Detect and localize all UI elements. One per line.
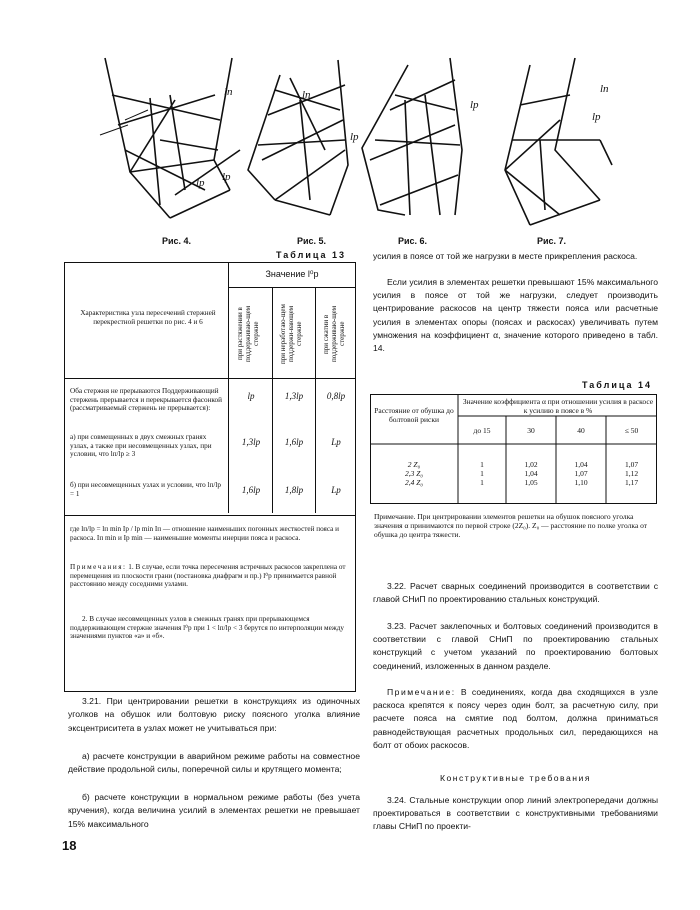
figure-4-caption: Рис. 4.: [162, 236, 192, 246]
fig4-label-lp: lр: [196, 177, 205, 189]
table-14-row-label: 2,3 Z₀: [404, 469, 424, 478]
table-13-value-header: Значение l⁰р: [265, 269, 319, 279]
table-14-group-header: Значение коэффициента α при отношении усилия в раскосе к усилию в поясе в %: [462, 397, 654, 415]
table-13-cell: 1,6lр: [241, 485, 261, 495]
fig5-label-lp: lр: [350, 131, 359, 143]
table-14-cell: 1: [480, 469, 484, 478]
paragraph-3-23: 3.23. Расчет заклепочных и болтовых соединений производится в соответствии с главой СНиП по проектированию стальных конструкций с учетом указаний по проектированию болтовых соединений, изложенных в данном разделе.: [373, 621, 658, 671]
paragraph-3-24: 3.24. Стальные конструкции опор линий электропередачи должны проектироваться в соответствии с конструктивными требованиями главы СНиП по проекти-: [373, 795, 658, 832]
table-14-row-label: 2 Z₀: [407, 460, 421, 469]
table-14-col1-header: Расстояние от обушка до болтовой риски: [374, 406, 454, 424]
figure-7-caption: Рис. 7.: [537, 236, 567, 246]
table-13-subheader-3: при сжатии в поддерживаю-щем стержне: [322, 305, 346, 363]
table-13-cell: Lр: [331, 437, 341, 447]
table-14-cell: 1,12: [624, 469, 639, 478]
figure-5-drawing: [248, 60, 348, 215]
table-14: [370, 394, 657, 554]
table-13-note-2: 2. В случае несовмещенных узлов в смежных гранях при прерывающемся поддерживающем стержне значения l⁰р при 1 < lп/lр < 3 берутся по интерполяции между значениями пунктов «а» и «б».: [70, 615, 344, 640]
paragraph-15-percent: Если усилия в элементах решетки превышают 15% максимального усилия в поясе от той же нагрузки, следует производить центрирование раскосов на центр тяжести пояса или расчетные усилия в элементах опоры (поясах и раскосах) увеличивать путем умножения на коэффициент α, значение которого приведено в табл. 14.: [373, 277, 658, 354]
table-14-title: Таблица 14: [582, 380, 653, 390]
paragraph-3-21-b: б) расчете конструкции в нормальном режиме работы (без учета кручения), когда величина усилий в элементах решетки не превышает 15% максимального: [68, 792, 360, 829]
table-14-cell: 1,07: [624, 460, 639, 469]
table-13-subheader-2: при неработаю-щем поддержи-вающем стержне: [279, 304, 303, 364]
paragraph-continued: усилия в поясе от той же нагрузки в месте прикрепления раскоса.: [373, 251, 638, 261]
note-block: [373, 686, 658, 752]
paragraph-3-22: 3.22. Расчет сварных соединений производится в соответствии с главой СНиП по проектированию стальных конструкций.: [373, 581, 658, 605]
note-text: В соединениях, когда два сходящихся в узле раскоса крепятся к поясу через один болт, за расчетную силу, при расчете пояса на смятие под болтом, должна приниматься равнодействующая расчетных продольных сил, передающихся на болт от обоих раскосов.: [373, 687, 659, 750]
table-14-cell: 1,10: [574, 478, 588, 487]
table-13-subheader-1: при растяжении в поддерживаю-щем стержне: [236, 305, 260, 363]
fig6-label-lp: lр: [470, 99, 479, 111]
table-13-title: Таблица 13: [276, 250, 347, 260]
table-14-column-header: ≤ 50: [624, 426, 639, 435]
table-14-cell: 1,02: [524, 460, 538, 469]
table-13-notes: [70, 563, 350, 589]
table-13-cell: 1,8lр: [284, 485, 304, 495]
fig4-label-lp2: lр: [222, 171, 231, 183]
table-13-row-b: б) при несовмещенных узлах и условии, что lп/lр = 1: [70, 481, 221, 498]
table-13-cell: 1,6lр: [284, 437, 304, 447]
table-13-row-a: а) при совмещенных в двух смежных гранях узлах, а также при несовмещенных узлах, при условии, что lп/lр ≥ 3: [70, 433, 212, 458]
fig4-label-ln: lп: [224, 86, 233, 98]
figure-5-caption: Рис. 5.: [297, 236, 327, 246]
table-13-row-intro: Оба стержня не прерываются Поддерживающий стержень прерывается и перекрывается фасонкой (рассматриваемый стержень не прерывается):: [70, 387, 222, 412]
table-13-notes-title: Примечания:: [70, 563, 127, 571]
table-14-column-header: до 15: [473, 426, 491, 435]
figure-6-caption: Рис. 6.: [398, 236, 428, 246]
section-heading: Конструктивные требования: [439, 773, 592, 783]
table-14-row-label: 2,4 Z₀: [404, 478, 424, 487]
table-13-cell: 1,3lр: [241, 437, 261, 447]
table-13-where: где lп/lр = lп min Iр / lр min Iп — отношение наименьших погонных жесткостей пояса и раскоса. Iп min и Iр min — наименьшие моменты инерции пояса и раскоса.: [70, 525, 339, 542]
note-label: Примечание:: [387, 687, 456, 697]
table-13-cell: 1,3lр: [284, 391, 304, 401]
table-14-cell: 1,07: [574, 469, 588, 478]
table-14-cell: 1,05: [524, 478, 538, 487]
fig7-label-lp: lр: [592, 111, 601, 123]
paragraph-3-21-a: а) расчете конструкции в аварийном режиме работы на совместное действие продольной силы, поперечной силы и крутящего момента;: [68, 751, 360, 775]
table-14-column-header: 30: [527, 426, 535, 435]
table-14-cell: 1: [480, 460, 484, 469]
paragraph-3-21: 3.21. При центрировании решетки в конструкциях из одиночных уголков на обушок или болтовую риску поясного уголка влияние эксцентриситета в узлах может не учитываться при:: [68, 696, 360, 733]
table-13: [64, 262, 356, 692]
table-13-note-1: 1. В случае, если точка пересечения встречных раскосов закреплена от перемещения из плоскости грани (постановка диафрагм и пр.) l⁰р принимается равной расстоянию между соседними узлами.: [70, 563, 346, 588]
table-14-cell: 1,04: [574, 460, 588, 469]
table-14-cell: 1,04: [524, 469, 538, 478]
fig7-label-ln: lп: [600, 83, 609, 95]
table-14-cell: 1: [480, 478, 484, 487]
table-13-cell: lр: [247, 391, 255, 401]
table-13-cell: Lр: [331, 485, 341, 495]
table-13-cell: 0,8lр: [326, 391, 346, 401]
table-13-col1-header: Характеристика узла пересечений стержней перекрестной решетки по рис. 4 и 6: [80, 309, 216, 326]
table-14-note: Примечание. При центрировании элементов решетки на обушок поясного уголка значения α принимаются по первой строке (2Z₀). Z₀ — расстояние по полке уголка от обушка до центра тяжести.: [374, 512, 648, 539]
table-14-column-header: 40: [577, 426, 585, 435]
truss-figures: [0, 0, 700, 250]
figure-4-drawing: [100, 58, 240, 218]
fig5-label-ln: lп: [302, 89, 311, 101]
figure-7-drawing: [505, 58, 612, 225]
table-14-cell: 1,17: [624, 478, 639, 487]
figure-6-drawing: [362, 58, 462, 215]
page-number: 18: [62, 838, 77, 853]
